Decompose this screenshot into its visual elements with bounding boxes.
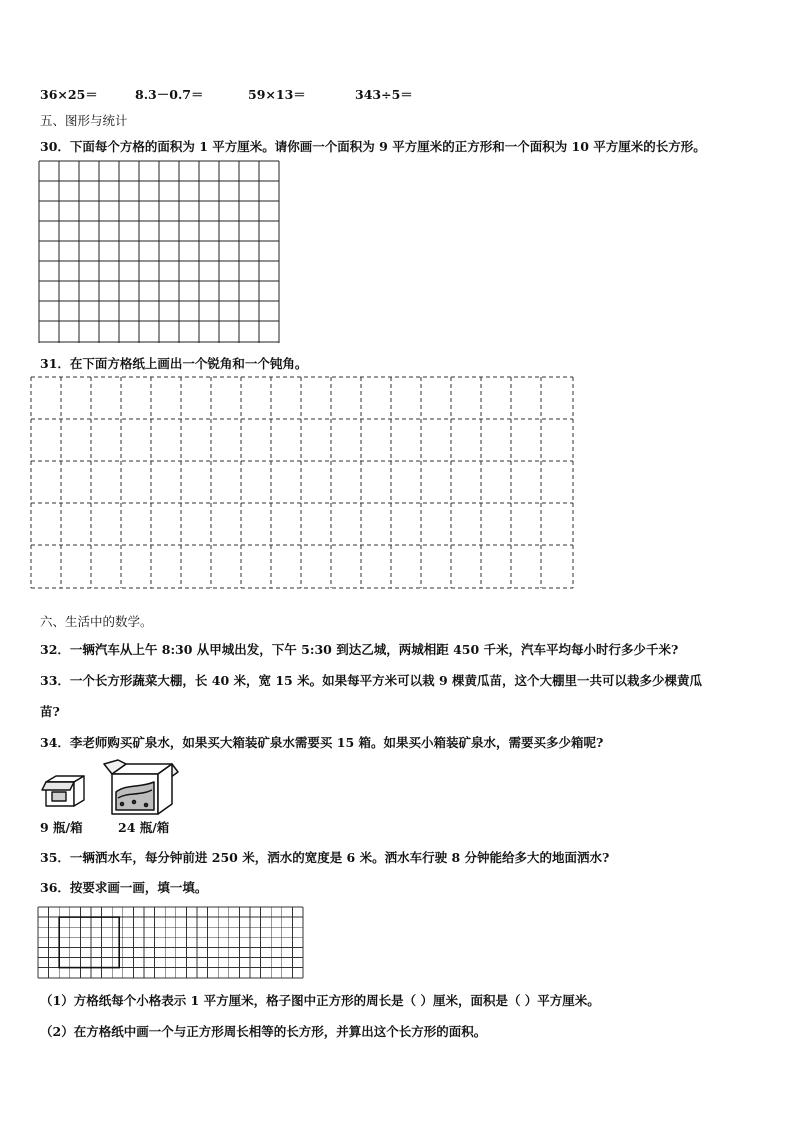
q31-text: 31．在下面方格纸上画出一个锐角和一个钝角。 [40,356,308,371]
q30-text: 30．下面每个方格的面积为 1 平方厘米。请你画一个面积为 9 平方厘米的正方形和一个面积为 10 平方厘米的长方形。 [40,139,706,154]
section6-title: 六、生活中的数学。 [40,614,153,629]
calc-item-3: 59×13＝ [248,87,306,102]
q31-dashed-grid[interactable] [30,376,576,590]
section5-title: 五、图形与统计 [40,113,128,128]
calc-item-4: 343÷5＝ [355,87,413,102]
small-box-icon [40,770,90,812]
q36-part1-text: （1）方格纸每个小格表示 1 平方厘米，格子图中正方形的周长是（ ）厘米，面积是（ ）平方厘米。 [40,993,600,1008]
small-box-label: 9 瓶/箱 [40,820,83,835]
q36-text: 36．按要求画一画，填一填。 [40,880,208,895]
q36-part2-text: （2）在方格纸中画一个与正方形周长相等的长方形，并算出这个长方形的面积。 [40,1024,487,1039]
q33-text-line1: 33．一个长方形蔬菜大棚，长 40 米，宽 15 米。如果每平方米可以栽 9 棵黄瓜苗，这个大棚里一共可以栽多少棵黄瓜 [40,673,702,688]
calc-item-1: 36×25＝ [40,87,98,102]
q30-grid[interactable] [38,160,282,344]
calc-item-2: 8.3－0.7＝ [135,87,204,102]
q35-text: 35．一辆洒水车，每分钟前进 250 米，洒水的宽度是 6 米。洒水车行驶 8 分钟能给多大的地面洒水? [40,850,610,865]
q36-square [59,917,119,968]
q36-grid[interactable] [37,906,307,980]
q33-text-line2: 苗? [40,704,60,719]
large-box-icon [100,758,180,820]
q32-text: 32．一辆汽车从上午 8:30 从甲城出发，下午 5:30 到达乙城，两城相距 450 千米，汽车平均每小时行多少千米? [40,642,679,657]
q34-text: 34．李老师购买矿泉水，如果买大箱装矿泉水需要买 15 箱。如果买小箱装矿泉水，需要买多少箱呢? [40,735,604,750]
large-box-label: 24 瓶/箱 [118,820,170,835]
